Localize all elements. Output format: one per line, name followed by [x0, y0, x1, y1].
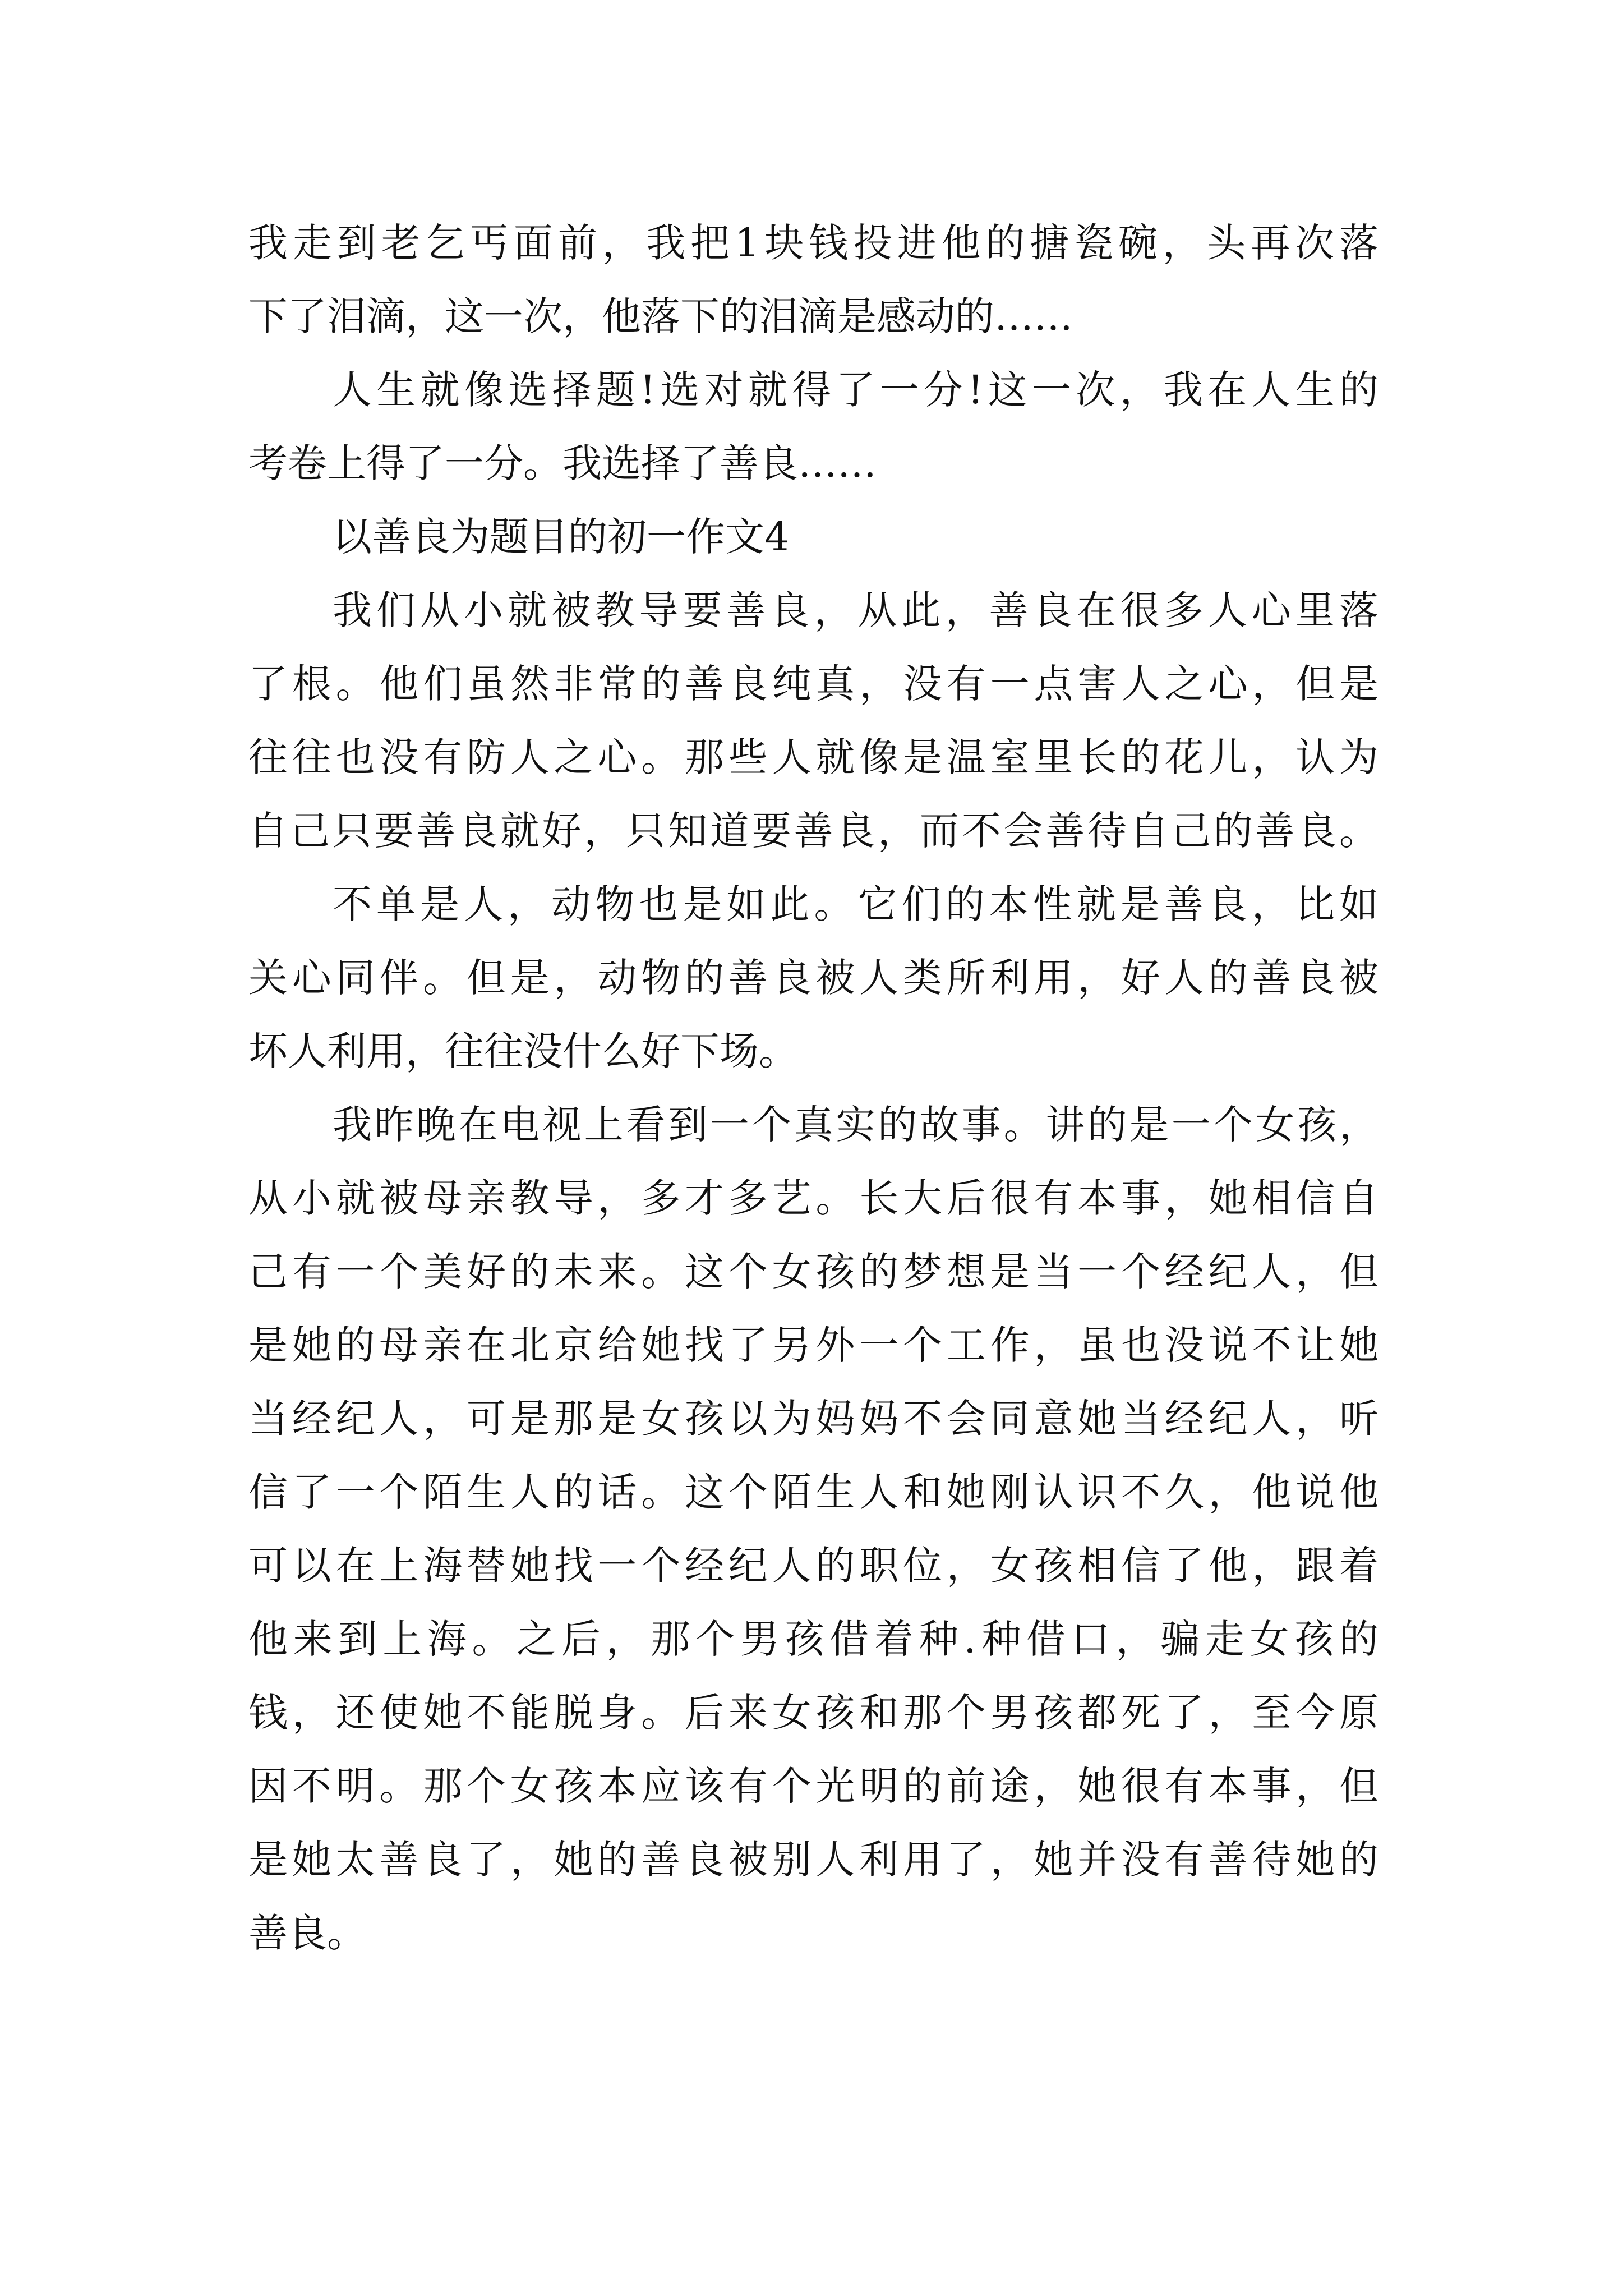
text-line: 自己只要善良就好，只知道要善良，而不会善待自己的善良。	[248, 808, 1378, 854]
text-line: 了根。他们虽然非常的善良纯真，没有一点害人之心，但是	[248, 661, 1378, 707]
text-line: 关心同伴。但是，动物的善良被人类所利用，好人的善良被	[248, 955, 1378, 1001]
text-line: 不单是人，动物也是如此。它们的本性就是善良，比如	[333, 881, 1378, 927]
text-line: 我们从小就被教导要善良，从此，善良在很多人心里落	[333, 587, 1378, 633]
text-line: 可以在上海替她找一个经纪人的职位，女孩相信了他，跟着	[248, 1543, 1378, 1589]
text-line: 坏人利用，往往没什么好下场。	[248, 1028, 798, 1074]
text-line: 从小就被母亲教导，多才多艺。长大后很有本事，她相信自	[248, 1175, 1378, 1221]
text-line: 当经纪人，可是那是女孩以为妈妈不会同意她当经纪人，听	[248, 1396, 1378, 1442]
text-line: 往往也没有防人之心。那些人就像是温室里长的花儿，认为	[248, 734, 1378, 780]
text-line: 我走到老乞丐面前，我把1块钱投进他的搪瓷碗，头再次落	[248, 220, 1378, 266]
text-line: 善良。	[248, 1910, 366, 1956]
text-line: 钱，还使她不能脱身。后来女孩和那个男孩都死了，至今原	[248, 1690, 1378, 1736]
text-line: 己有一个美好的未来。这个女孩的梦想是当一个经纪人，但	[248, 1249, 1378, 1295]
text-line: 考卷上得了一分。我选择了善良……	[248, 440, 877, 486]
text-line: 因不明。那个女孩本应该有个光明的前途，她很有本事，但	[248, 1763, 1378, 1809]
text-line: 人生就像选择题!选对就得了一分!这一次，我在人生的	[333, 367, 1378, 413]
text-line: 他来到上海。之后，那个男孩借着种.种借口，骗走女孩的	[248, 1616, 1378, 1662]
essay-body	[248, 206, 1378, 1970]
text-line: 是她太善良了，她的善良被别人利用了，她并没有善待她的	[248, 1837, 1378, 1883]
section-heading: 以善良为题目的初一作文4	[333, 514, 790, 560]
text-line: 信了一个陌生人的话。这个陌生人和她刚认识不久，他说他	[248, 1469, 1378, 1515]
text-line: 是她的母亲在北京给她找了另外一个工作，虽也没说不让她	[248, 1322, 1378, 1368]
text-line: 我昨晚在电视上看到一个真实的故事。讲的是一个女孩，	[333, 1102, 1378, 1148]
text-line: 下了泪滴，这一次，他落下的泪滴是感动的……	[248, 293, 1073, 339]
